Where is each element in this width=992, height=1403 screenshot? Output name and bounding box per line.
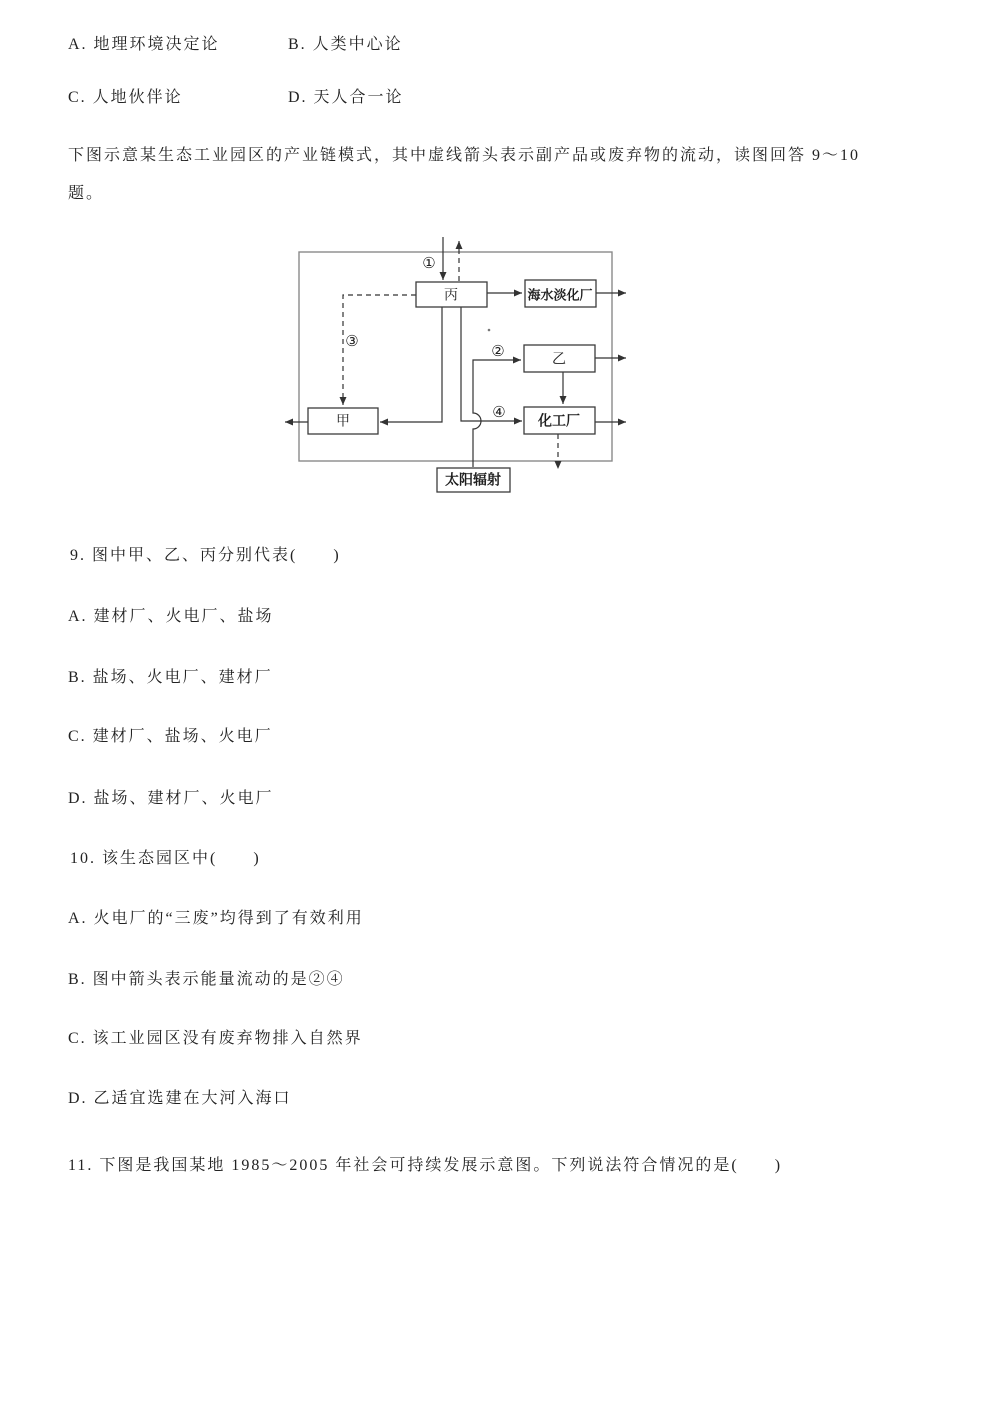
flow-bing-to-jia — [380, 307, 442, 422]
intro-text-line-1: 下图示意某生态工业园区的产业链模式，其中虚线箭头表示副产品或废弃物的流动，读图回答 9～10 — [68, 147, 861, 164]
question-11-stem: 11. 下图是我国某地 1985～2005 年社会可持续发展示意图。下列说法符合情况的是( ) — [68, 1157, 783, 1174]
mark-circled-4: ④ — [492, 405, 506, 421]
mark-circled-1: ① — [422, 256, 436, 272]
box-label-bing: 丙 — [444, 288, 458, 304]
prev-question-option-a: A. 地理环境决定论 — [68, 36, 220, 53]
box-label-jia: 甲 — [336, 414, 350, 430]
prev-question-option-d: D. 天人合一论 — [288, 89, 404, 106]
question-10-option-c: C. 该工业园区没有废弃物排入自然界 — [68, 1030, 363, 1047]
question-10-stem: 10. 该生态园区中( ) — [70, 850, 261, 867]
ink-dot — [488, 329, 491, 332]
flow-bing-to-jia-dashed — [343, 295, 416, 405]
box-label-chemical-plant: 化工厂 — [538, 414, 580, 430]
question-10-option-a: A. 火电厂的“三废”均得到了有效利用 — [68, 910, 364, 927]
mark-circled-2: ② — [491, 344, 505, 360]
question-9-option-a: A. 建材厂、火电厂、盐场 — [68, 608, 274, 625]
question-9-option-b: B. 盐场、火电厂、建材厂 — [68, 669, 273, 686]
box-label-desalination-plant: 海水淡化厂 — [527, 287, 593, 303]
question-9-option-c: C. 建材厂、盐场、火电厂 — [68, 728, 273, 745]
eco-park-diagram — [255, 228, 655, 500]
box-label-solar-radiation: 太阳辐射 — [445, 473, 501, 489]
prev-question-option-b: B. 人类中心论 — [288, 36, 403, 53]
intro-text-line-2: 题。 — [68, 185, 105, 202]
prev-question-option-c: C. 人地伙伴论 — [68, 89, 183, 106]
diagram-boxes — [308, 280, 596, 492]
question-10-option-d: D. 乙适宜选建在大河入海口 — [68, 1090, 292, 1107]
flow-bing-to-chemical — [461, 307, 522, 421]
question-9-stem: 9. 图中甲、乙、丙分别代表( ) — [70, 547, 341, 564]
question-9-option-d: D. 盐场、建材厂、火电厂 — [68, 790, 274, 807]
mark-circled-3: ③ — [345, 334, 359, 350]
box-label-yi: 乙 — [552, 352, 566, 368]
question-10-option-b: B. 图中箭头表示能量流动的是②④ — [68, 971, 345, 988]
